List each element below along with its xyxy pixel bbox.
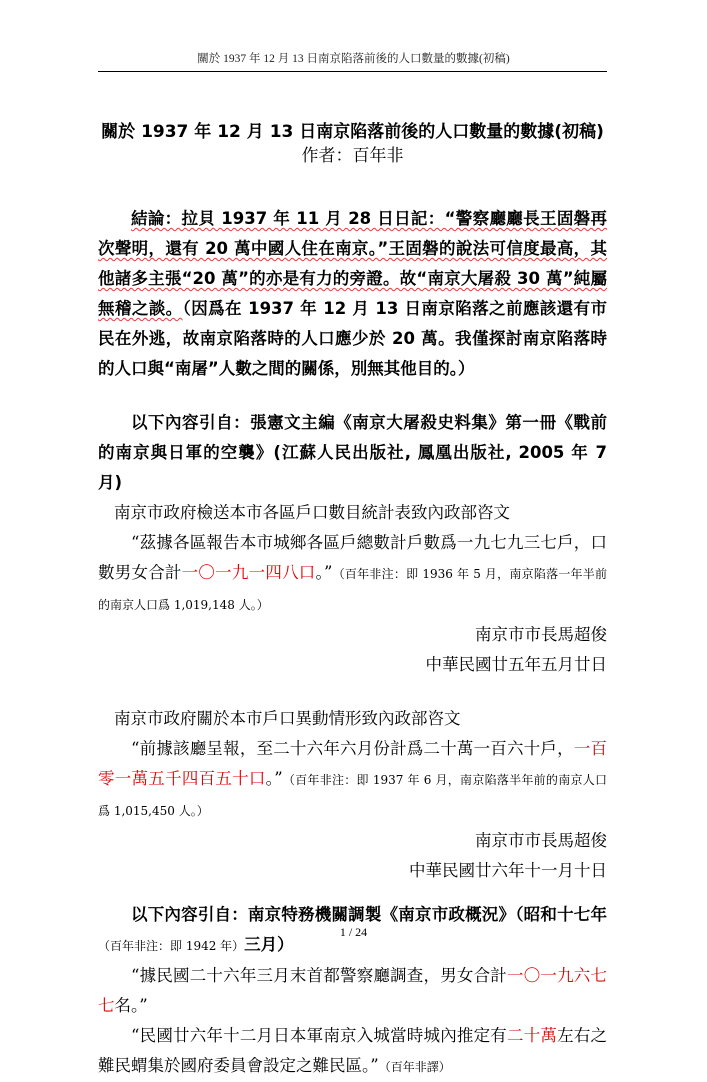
section3-quote1-b: 名。”	[114, 996, 148, 1015]
section1-date: 中華民國廿五年五月廿日	[425, 655, 607, 674]
section3-quote1-red: 一〇一九六七七	[98, 966, 608, 1015]
conclusion-highlighted: 結論：拉貝 1937 年 11 月 28 日日記：“警察廳廳長王固磐再次聲明，還有 20 萬中國人住在南京。”王固磐的說法可信度最高，其他諸多主張“20 萬”的亦是有力的旁證。故“南京大屠殺 30 萬”純屬無稽之談。	[98, 209, 607, 318]
section2-quote-red: 一百零一萬五千四百五十口	[98, 739, 608, 788]
conclusion-rest: （因爲在 1937 年 12 月 13 日南京陷落之前應該還有市民在外逃，故南京陷落時的人口應少於 20 萬。我僅探討南京陷落時的人口與“南屠”人數之間的關係，別無其他目的。）	[98, 299, 608, 378]
page-number: 1 / 24	[339, 925, 368, 939]
conclusion-paragraph	[98, 204, 607, 384]
section3-quote2	[98, 1021, 607, 1082]
section1-signer: 南京市市長馬超俊	[475, 625, 607, 644]
section1-note: （百年非注：即 1936 年 5 月，南京陷落一年半前的南京人口爲 1,019,148 人。）	[98, 567, 608, 612]
section1-quote-red: 一〇一九一四八口	[181, 563, 316, 582]
section2-quote	[98, 734, 607, 826]
section2-note: （百年非注：即 1937 年 6 月，南京陷落半年前的南京人口爲 1,015,450 人。）	[98, 773, 607, 818]
section2-doc-title: 南京市政府關於本市戶口異動情形致內政部咨文	[114, 709, 461, 728]
section3-quote2-red: 二十萬	[507, 1026, 558, 1045]
section1-quote	[98, 528, 607, 620]
section3-intro-a: 以下內容引自：南京特務機關調製《南京市政概況》（昭和十七年	[131, 905, 607, 924]
spacer	[98, 680, 607, 704]
page-header: 關於 1937 年 12 月 13 日南京陷落前後的人口數量的數據(初稿)	[197, 53, 510, 65]
section2-signer: 南京市市長馬超俊	[475, 831, 607, 850]
section3-quote2-note: （百年非譯）	[378, 1060, 451, 1074]
spacer	[98, 886, 607, 900]
section1-quote-b: 。”	[315, 563, 333, 582]
section2-quote-b: 。”	[265, 769, 283, 788]
section3-quote2-b: 左右之難民蝟集於國府委員會設定之難民區。”	[98, 1026, 608, 1075]
section2-date: 中華民國廿六年十一月十日	[409, 861, 607, 880]
spacer	[98, 384, 607, 408]
section3-intro-b: 三月）	[244, 935, 294, 954]
section3-quote1	[98, 961, 607, 1021]
section3-quote2-a: “民國廿六年十二月日本軍南京入城當時城內推定有	[131, 1026, 508, 1045]
section3-intro-note: （百年非注：即 1942 年）	[98, 939, 245, 953]
section2-quote-a: “前據該廳呈報，至二十六年六月份計爲二十萬一百六十戶，	[131, 739, 574, 758]
section1-intro: 以下內容引自：張憲文主編《南京大屠殺史料集》第一冊《戰前的南京與日軍的空襲》(江蘇人民出版社, 鳳凰出版社, 2005 年 7 月)	[98, 413, 607, 492]
section3-quote1-a: “據民國二十六年三月末首都警察廳調查，男女合計	[131, 966, 508, 985]
section1-quote-a: “茲據各區報告本市城鄉各區戶總數計戶數爲一九七九三七戶，口數男女合計	[98, 533, 607, 582]
document-author: 作者：百年非	[301, 146, 404, 166]
section1-doc-title: 南京市政府檢送本市各區戶口數目統計表致內政部咨文	[114, 503, 510, 522]
document-title: 關於 1937 年 12 月 13 日南京陷落前後的人口數量的數據(初稿)	[101, 122, 604, 142]
header-divider	[98, 71, 607, 72]
